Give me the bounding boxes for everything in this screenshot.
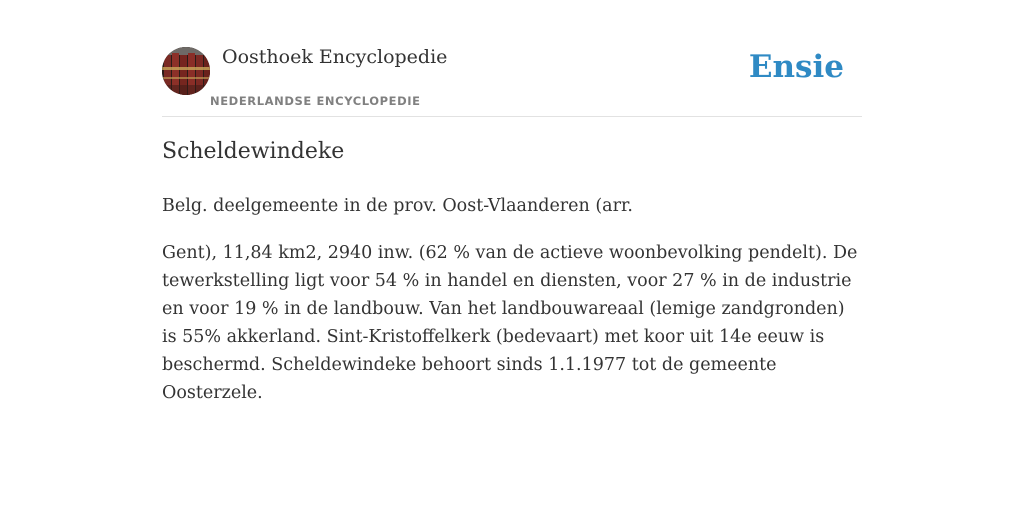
article-paragraph: Belg. deelgemeente in de prov. Oost-Vlaanderen (arr. <box>162 196 633 216</box>
article-paragraph: Gent), 11,84 km2, 2940 inw. (62 % van de actieve woonbevolking pendelt). De tewerkstelling ligt voor 54 % in handel en diensten, voor 27 % in de industrie en voor 19 % in de landbouw. Van het landbouwareaal (lemige zandgronden) is 55% akkerland. Sint-Kristoffelkerk (bedevaart) met koor uit 14e eeuw is beschermd. Scheldewindeke behoort sinds 1.1.1977 tot de gemeente Oosterzele. <box>162 243 858 403</box>
page-title: Scheldewindeke <box>162 139 345 164</box>
site-subtitle: NEDERLANDSE ENCYCLOPEDIE <box>210 94 421 108</box>
brand-logo-link[interactable]: Ensie <box>748 49 844 85</box>
bookshelf-icon[interactable] <box>162 47 210 95</box>
site-header <box>162 40 862 117</box>
site-title[interactable]: Oosthoek Encyclopedie <box>222 46 448 68</box>
